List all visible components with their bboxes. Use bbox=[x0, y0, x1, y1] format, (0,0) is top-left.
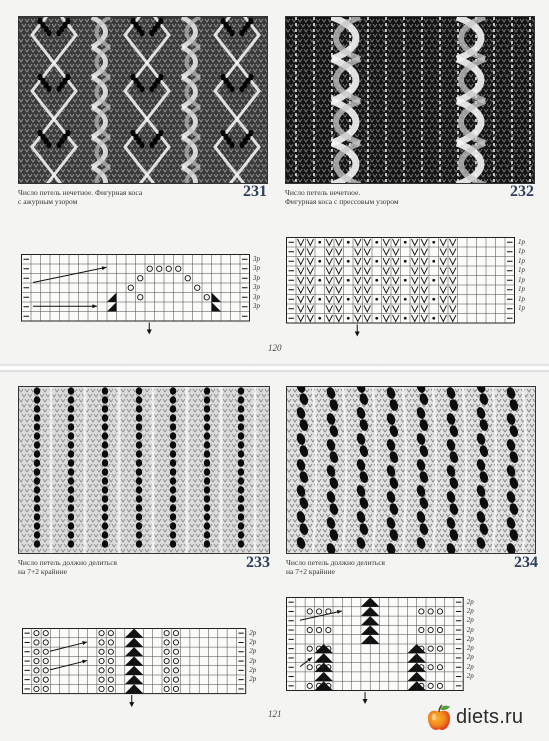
chart-row-label: 3р bbox=[253, 254, 260, 263]
knitting-chart-234 bbox=[286, 597, 465, 706]
knitting-chart-232 bbox=[286, 237, 516, 339]
chart-231-grid bbox=[21, 254, 251, 337]
swatch-photo-233 bbox=[18, 386, 270, 554]
caption-233: Число петель должно делиться на 7+2 крайние bbox=[18, 558, 117, 576]
caption-234: Число петель должно делиться на 7+2 крайние bbox=[286, 558, 385, 576]
pattern-number-233: 233 bbox=[246, 554, 270, 571]
diets-watermark bbox=[424, 702, 544, 734]
chart-row-label: 1р bbox=[518, 294, 525, 303]
page-gutter bbox=[0, 364, 549, 372]
swatch-234-texture bbox=[287, 387, 535, 553]
caption-232: Число петель нечетное. Фигурная коса с прессовым узором bbox=[285, 188, 399, 206]
knitting-chart-231 bbox=[21, 254, 251, 337]
chart-row-label: 2р bbox=[249, 647, 257, 656]
chart-row-label: 2р bbox=[466, 653, 474, 662]
chart-row-label: 1р bbox=[518, 237, 525, 246]
chart-row-label: 2р bbox=[249, 665, 257, 674]
swatch-photo-234 bbox=[286, 386, 536, 554]
chart-row-label: 3р bbox=[253, 292, 260, 301]
chart-232-grid bbox=[286, 237, 516, 339]
pattern-number-231: 231 bbox=[243, 183, 267, 200]
chart-row-label: 1р bbox=[518, 285, 525, 294]
swatch-231-texture bbox=[19, 17, 267, 183]
chart-row-label: 1р bbox=[518, 247, 525, 256]
chart-row-label: 1р bbox=[518, 266, 525, 275]
chart-row-label: 2р bbox=[249, 675, 257, 684]
chart-row-label: 1р bbox=[518, 256, 525, 265]
apple-icon bbox=[426, 704, 452, 732]
swatch-233-texture bbox=[19, 387, 269, 553]
brand-text: diets.ru bbox=[456, 706, 524, 728]
pattern-number-232: 232 bbox=[510, 183, 534, 200]
page-120 bbox=[0, 0, 549, 364]
page-121 bbox=[0, 372, 549, 741]
knitting-chart-233 bbox=[22, 628, 247, 709]
chart-row-label: 3р bbox=[253, 273, 260, 282]
chart-row-label: 2р bbox=[249, 637, 257, 646]
chart-row-label: 2р bbox=[466, 606, 474, 615]
chart-row-label: 2р bbox=[249, 656, 257, 665]
chart-234-grid bbox=[286, 597, 465, 706]
swatch-232-texture bbox=[286, 17, 534, 183]
chart-row-label: 1р bbox=[518, 304, 525, 313]
chart-row-label: 3р bbox=[253, 283, 260, 292]
page-number-120: 120 bbox=[268, 343, 282, 353]
pattern-number-234: 234 bbox=[514, 554, 538, 571]
chart-row-label: 2р bbox=[466, 644, 474, 653]
chart-row-label: 1р bbox=[518, 275, 525, 284]
page-number-121: 121 bbox=[268, 709, 282, 719]
chart-row-label: 2р bbox=[466, 616, 474, 625]
swatch-photo-231 bbox=[18, 16, 268, 184]
caption-231: Число петель нечетное. Фигурная коса с ажурным узором bbox=[18, 188, 143, 206]
swatch-photo-232 bbox=[285, 16, 535, 184]
chart-row-label: 3р bbox=[253, 264, 260, 273]
chart-row-label: 3р bbox=[253, 302, 260, 311]
chart-row-label: 2р bbox=[466, 672, 474, 681]
chart-row-label: 2р bbox=[249, 628, 257, 637]
chart-row-label: 2р bbox=[466, 662, 474, 671]
chart-row-label: 2р bbox=[466, 625, 474, 634]
chart-233-grid bbox=[22, 628, 247, 709]
chart-row-label: 2р bbox=[466, 597, 474, 606]
chart-row-label: 2р bbox=[466, 634, 474, 643]
